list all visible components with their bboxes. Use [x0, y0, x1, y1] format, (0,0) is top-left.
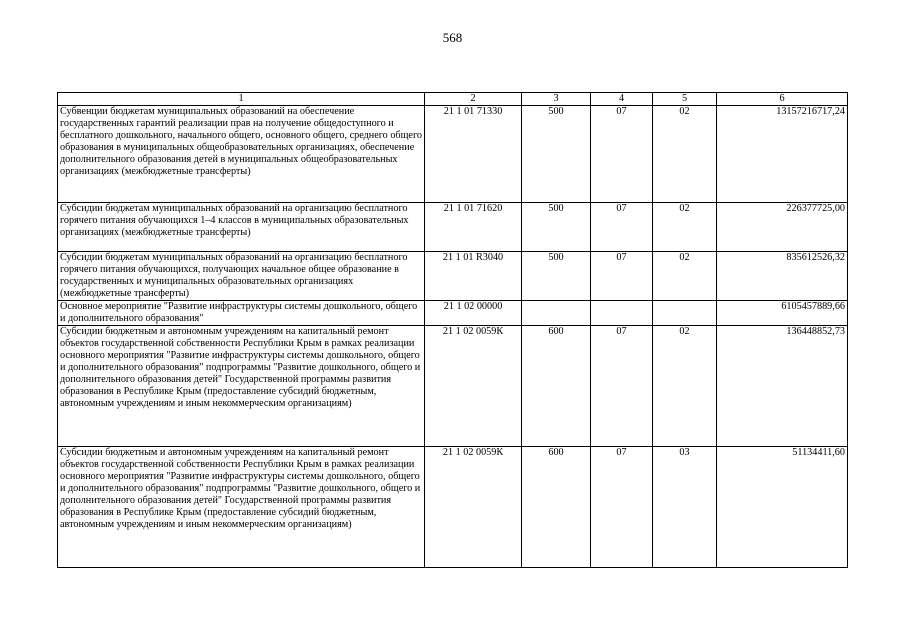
row-subsection: 02 — [653, 252, 717, 301]
row-expense-type: 500 — [522, 106, 591, 203]
row-section: 07 — [591, 106, 653, 203]
row-name: Субсидии бюджетам муниципальных образований на организацию бесплатного горячего питания обучающихся, получающих начальное общее образование в государственных и муниципальных образовательных организациях (межбюджетные трансферты) — [58, 252, 425, 301]
row-section: 07 — [591, 252, 653, 301]
header-col-5: 5 — [653, 93, 717, 106]
row-name: Субсидии бюджетным и автономным учреждениям на капитальный ремонт объектов государственной собственности Республики Крым в рамках реализации основного мероприятия "Развитие инфраструктуры системы дошкольного, общего и дополнительного образования" подпрограммы "Развитие дошкольного, общего и дополнительного образования детей" Государственной программы развития образования в Республике Крым (предоставление субсидий бюджетным, автономным учреждениям и иным некоммерческим организациям) — [58, 326, 425, 447]
row-target-code: 21 1 02 0059К — [425, 326, 522, 447]
row-subsection: 02 — [653, 326, 717, 447]
row-expense-type: 500 — [522, 252, 591, 301]
row-target-code: 21 1 01 71620 — [425, 203, 522, 252]
header-col-6: 6 — [717, 93, 848, 106]
row-target-code: 21 1 02 0059К — [425, 447, 522, 568]
table-row — [58, 447, 848, 568]
row-target-code: 21 1 01 71330 — [425, 106, 522, 203]
row-section: 07 — [591, 203, 653, 252]
row-amount: 226377725,00 — [717, 203, 848, 252]
header-col-4: 4 — [591, 93, 653, 106]
row-amount: 136448852,73 — [717, 326, 848, 447]
row-name: Основное мероприятие "Развитие инфраструктуры системы дошкольного, общего и дополнительного образования" — [58, 301, 425, 326]
row-amount: 13157216717,24 — [717, 106, 848, 203]
table-row — [58, 301, 848, 326]
row-expense-type: 500 — [522, 203, 591, 252]
row-target-code: 21 1 01 R3040 — [425, 252, 522, 301]
row-amount: 835612526,32 — [717, 252, 848, 301]
page-number: 568 — [442, 30, 463, 45]
header-col-3: 3 — [522, 93, 591, 106]
row-expense-type: 600 — [522, 447, 591, 568]
table-row — [58, 106, 848, 203]
row-section: 07 — [591, 447, 653, 568]
row-amount: 51134411,60 — [717, 447, 848, 568]
row-name: Субсидии бюджетам муниципальных образований на организацию бесплатного горячего питания обучающихся 1–4 классов в муниципальных образовательных организациях (межбюджетные трансферты) — [58, 203, 425, 252]
row-target-code: 21 1 02 00000 — [425, 301, 522, 326]
row-subsection — [653, 301, 717, 326]
table-row — [58, 326, 848, 447]
table-row — [58, 203, 848, 252]
row-expense-type — [522, 301, 591, 326]
table-row — [58, 252, 848, 301]
row-subsection: 02 — [653, 203, 717, 252]
row-amount: 6105457889,66 — [717, 301, 848, 326]
row-section: 07 — [591, 326, 653, 447]
header-col-1: 1 — [58, 93, 425, 106]
row-subsection: 03 — [653, 447, 717, 568]
row-subsection: 02 — [653, 106, 717, 203]
row-expense-type: 600 — [522, 326, 591, 447]
header-col-2: 2 — [425, 93, 522, 106]
row-name: Субсидии бюджетным и автономным учреждениям на капитальный ремонт объектов государственной собственности Республики Крым в рамках реализации основного мероприятия "Развитие инфраструктуры системы дошкольного, общего и дополнительного образования" подпрограммы "Развитие дошкольного, общего и дополнительного образования детей" Государственной программы развития образования в Республике Крым (предоставление субсидий бюджетным, автономным учреждениям и иным некоммерческим организациям) — [58, 447, 425, 568]
row-section — [591, 301, 653, 326]
table-header-row — [58, 93, 848, 106]
row-name: Субвенции бюджетам муниципальных образований на обеспечение государственных гарантий реализации прав на получение общедоступного и бесплатного дошкольного, начального общего, основного общего, среднего общего образования в муниципальных общеобразовательных организациях, обеспечение дополнительного образования детей в муниципальных общеобразовательных организациях (межбюджетные трансферты) — [58, 106, 425, 203]
budget-table — [57, 92, 848, 568]
